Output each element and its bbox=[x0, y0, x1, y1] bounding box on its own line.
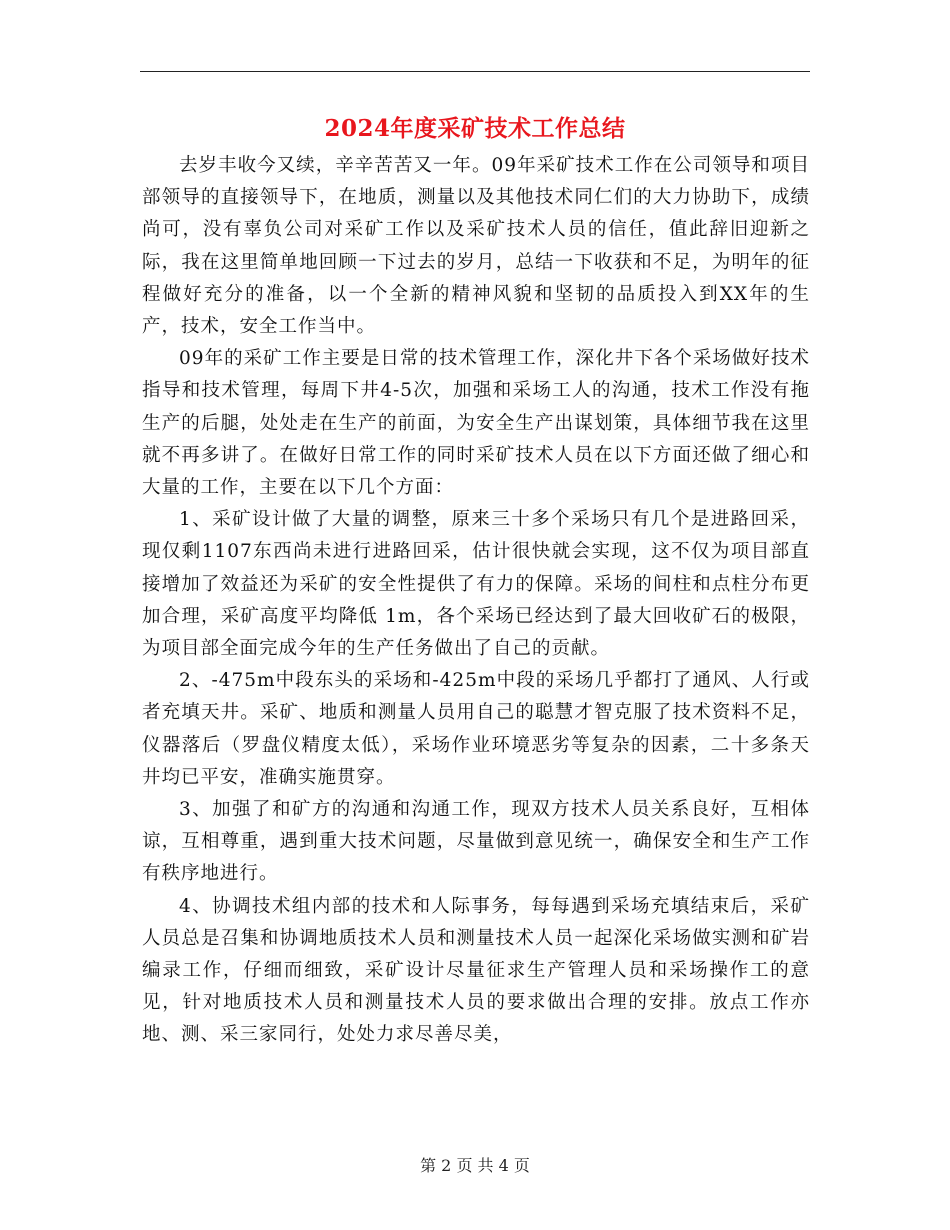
paragraph-overview: 09年的采矿工作主要是日常的技术管理工作，深化井下各个采场做好技术指导和技术管理，每周下井4-5次，加强和采场工人的沟通，技术工作没有拖生产的后腿，处处走在生产的前面，为安全生产出谋划策，具体细节我在这里就不再多讲了。在做好日常工作的同时采矿技术人员在以下方面还做了细心和大量的工作，主要在以下几个方面： bbox=[142, 348, 810, 499]
paragraph-item-4: 4、协调技术组内部的技术和人际事务，每每遇到采场充填结束后，采矿人员总是召集和协调地质技术人员和测量技术人员一起深化采场做实测和矿岩编录工作，仔细而细致，采矿设计尽量征求生产管理人员和采场操作工的意见，针对地质技术人员和测量技术人员的要求做出合理的安排。放点工作亦地、测、采三家同行，处处力求尽善尽美， bbox=[142, 895, 810, 1046]
document-body bbox=[142, 150, 810, 1052]
document-title: 2024年度采矿技术工作总结 bbox=[324, 115, 626, 142]
header-rule bbox=[140, 71, 810, 72]
page-number: 第 2 页 共 4 页 bbox=[420, 1156, 530, 1175]
paragraph-item-1: 1、采矿设计做了大量的调整，原来三十多个采场只有几个是进路回采，现仅剩1107东西尚未进行进路回采，估计很快就会实现，这不仅为项目部直接增加了效益还为采矿的安全性提供了有力的保障。采场的间柱和点柱分布更加合理，采矿高度平均降低 1m，各个采场已经达到了最大回收矿石的极限，为项目部全面完成今年的生产任务做出了自己的贡献。 bbox=[142, 509, 810, 660]
paragraph-item-3: 3、加强了和矿方的沟通和沟通工作，现双方技术人员关系良好，互相体谅，互相尊重，遇到重大技术问题，尽量做到意见统一，确保安全和生产工作有秩序地进行。 bbox=[142, 799, 810, 885]
paragraph-item-2: 2、-475m中段东头的采场和-425m中段的采场几乎都打了通风、人行或者充填天井。采矿、地质和测量人员用自己的聪慧才智克服了技术资料不足，仪器落后（罗盘仪精度太低），采场作业环境恶劣等复杂的因素，二十多条天井均已平安，准确实施贯穿。 bbox=[142, 670, 810, 788]
paragraph-intro: 去岁丰收今又续，辛辛苦苦又一年。09年采矿技术工作在公司领导和项目部领导的直接领导下，在地质，测量以及其他技术同仁们的大力协助下，成绩尚可，没有辜负公司对采矿工作以及采矿技术人员的信任，值此辞旧迎新之际，我在这里简单地回顾一下过去的岁月，总结一下收获和不足，为明年的征程做好充分的准备，以一个全新的精神风貌和坚韧的品质投入到XX年的生产，技术，安全工作当中。 bbox=[142, 155, 810, 338]
